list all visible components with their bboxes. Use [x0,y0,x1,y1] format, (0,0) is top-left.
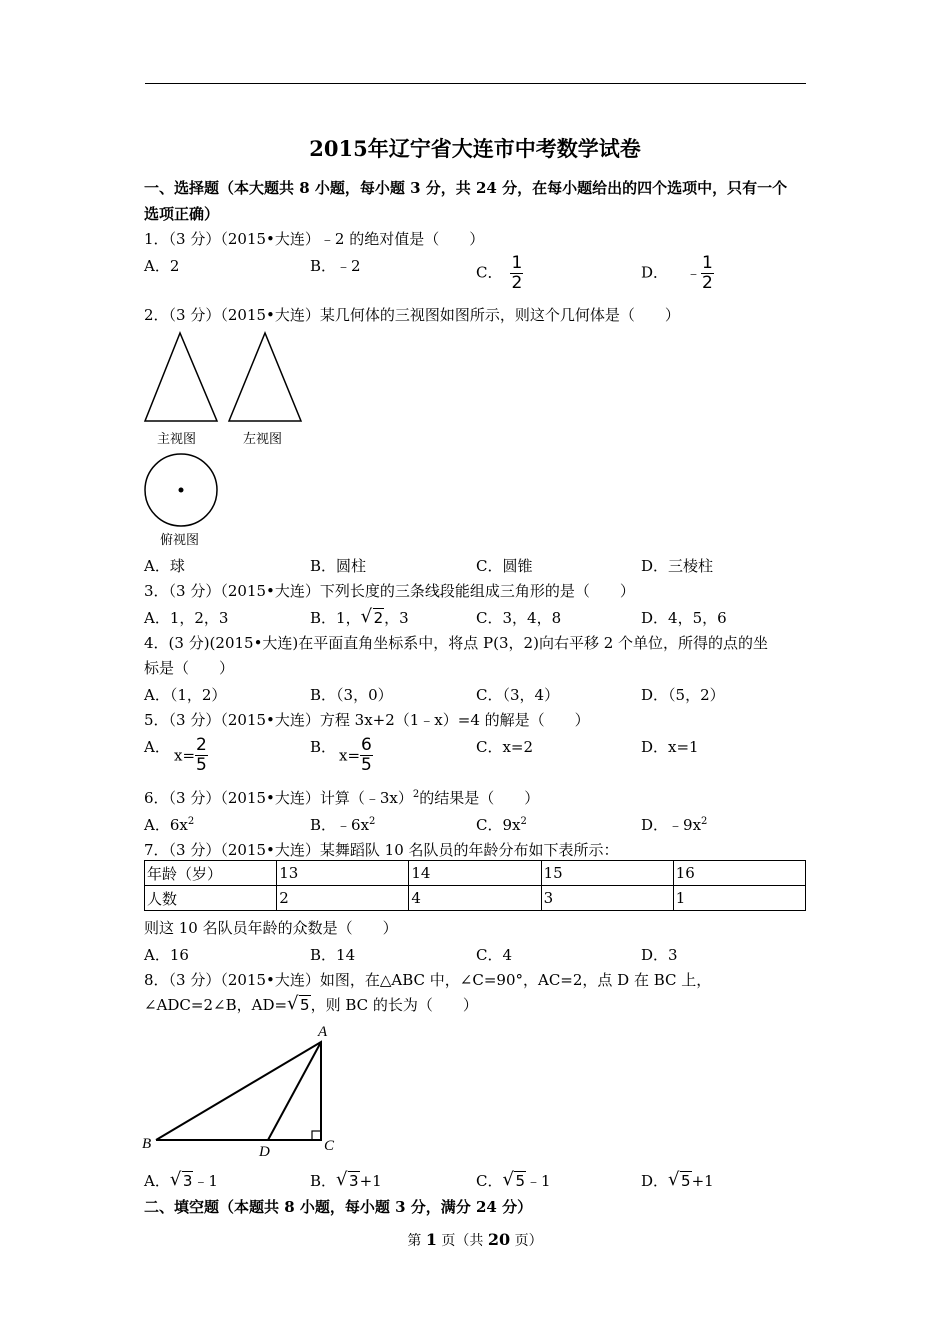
table-cell: 3 [541,886,673,911]
point-d-label: D [259,1144,270,1160]
q8-option-c: C． √ 5﹣1 [476,1169,551,1190]
q6-option-c: C．$9x^2$ [476,816,527,834]
right-angle-mark [312,1131,321,1140]
q1-option-a: A．2 [144,257,180,275]
q3-stem: 3．（3 分）（2015•大连）下列长度的三条线段能组成三角形的是（ ） [144,582,635,600]
section2-heading: 二、填空题（本题共 8 小题，每小题 3 分，满分 24 分） [144,1198,533,1216]
q1-option-c: C． $\frac{1}{2}$ [476,253,523,293]
q8-stem: 8．（3 分）（2015•大连）如图，在△ABC 中，∠C=90°，AC=2，点 D 在 BC 上， [144,971,712,989]
q1-c-fraction: $\frac{1}{2}$ [511,253,523,293]
vertex-c-label: C [324,1138,335,1154]
q8-option-d: D． √ 5+1 [641,1169,714,1190]
q4-stem: 4．(3 分)(2015•大连)在平面直角坐标系中，将点 P(3，2)向右平移 2 个单位，所得的点的坐 [144,634,769,652]
q8-sqrt: √ 5 [287,993,310,1014]
q4-option-a: A．（1，2） [144,686,227,704]
q7-option-c: C．4 [476,946,513,964]
q2-option-c: C．圆锥 [476,557,533,575]
q7-question: 则这 10 名队员年龄的众数是（ ） [144,919,398,937]
section1-heading-cont: 选项正确） [144,205,220,223]
section1-heading: 一、选择题（本大题共 8 小题，每小题 3 分，共 24 分，在每小题给出的四个选项中，只有一个 [144,179,788,197]
label-front-view: 主视图 [157,432,197,447]
q5-stem: 5．（3 分）（2015•大连）方程 3x+2（1﹣x）=4 的解是（ ） [144,711,590,729]
q1-option-d: D． ﹣ $\frac{1}{2}$ [641,253,713,293]
q3-option-b: B．1， √ 2，3 [310,606,409,627]
page-footer: 第 1 页（共 20 页） [407,1230,543,1249]
q6-option-d: D．$﹣9x^2$ [641,816,708,834]
table-cell: 4 [409,886,541,911]
q1-d-fraction: $\frac{1}{2}$ [702,253,713,293]
table-cell: 年龄（岁） [145,861,277,886]
front-view-triangle [145,333,217,421]
q5-option-d: D．x=1 [641,738,699,756]
q8-option-b: B． √ 3+1 [310,1169,382,1190]
q5-option-b: x= $\frac{6}{5}$ [339,735,372,775]
table-cell: 人数 [145,886,277,911]
q4-option-b: B．（3，0） [310,686,393,704]
table-cell: 1 [673,886,805,911]
top-view-apex-dot [179,488,184,493]
table-cell: 2 [277,886,409,911]
q5-b-fraction: $\frac{6}{5}$ [361,735,372,775]
q1-option-b: B．﹣2 [310,257,361,275]
table-cell: 14 [409,861,541,886]
vertex-a-label: A [318,1024,328,1040]
q6-option-b: B．$﹣6x^2$ [310,816,376,834]
q7-option-a: A．16 [144,946,189,964]
q6-option-a: A．$6x^2$ [144,816,195,834]
label-side-view: 左视图 [243,432,283,447]
q5-option-a-label: A． [144,738,170,756]
q5-option-c: C．x=2 [476,738,534,756]
q7-option-b: B．14 [310,946,356,964]
vertex-b-label: B [142,1136,152,1152]
table-cell: 15 [541,861,673,886]
table-cell: 13 [277,861,409,886]
side-view-triangle [229,333,301,421]
q7-option-d: D．3 [641,946,678,964]
q2-option-d: D．三棱柱 [641,557,714,575]
q3-sqrt: √ 2 [360,606,384,627]
q3-option-a: A．1，2，3 [144,609,229,627]
q2-option-b: B．圆柱 [310,557,367,575]
q2-stem: 2．（3 分）（2015•大连）某几何体的三视图如图所示，则这个几何体是（ ） [144,306,680,324]
q5-a-fraction: $\frac{2}{5}$ [196,735,207,775]
q4-option-d: D．（5，2） [641,686,725,704]
triangle-abc [156,1042,321,1140]
q8-stem-cont: ∠ADC=2∠B，AD= √ 5，则 BC 的长为（ ） [144,993,478,1014]
q3-option-d: D．4，5，6 [641,609,727,627]
header-rule [145,83,806,84]
label-top-view: 俯视图 [160,533,200,548]
q8-option-a: A． √ 3﹣1 [144,1169,218,1190]
page-title: 2015年辽宁省大连市中考数学试卷 [309,136,641,161]
q6-stem: 6．（3 分）（2015•大连）计算（﹣3x）$^2$的结果是（ ） [144,789,540,807]
q1-stem: 1．（3 分）（2015•大连）﹣2 的绝对值是（ ） [144,230,485,248]
q5-option-b-label: B． [310,738,337,756]
table-cell: 16 [673,861,805,886]
triangle-abc-figure [140,1020,345,1160]
q7-stem: 7．（3 分）（2015•大连）某舞蹈队 10 名队员的年龄分布如下表所示： [144,841,619,859]
table-row [145,861,806,886]
table-row [145,886,806,911]
q5-option-a: x= $\frac{2}{5}$ [174,735,207,775]
q4-option-c: C．（3，4） [476,686,560,704]
q4-stem-cont: 标是（ ） [144,659,235,677]
q2-option-a: A．球 [144,557,185,575]
q3-option-c: C．3，4，8 [476,609,562,627]
age-distribution-table [144,860,806,911]
